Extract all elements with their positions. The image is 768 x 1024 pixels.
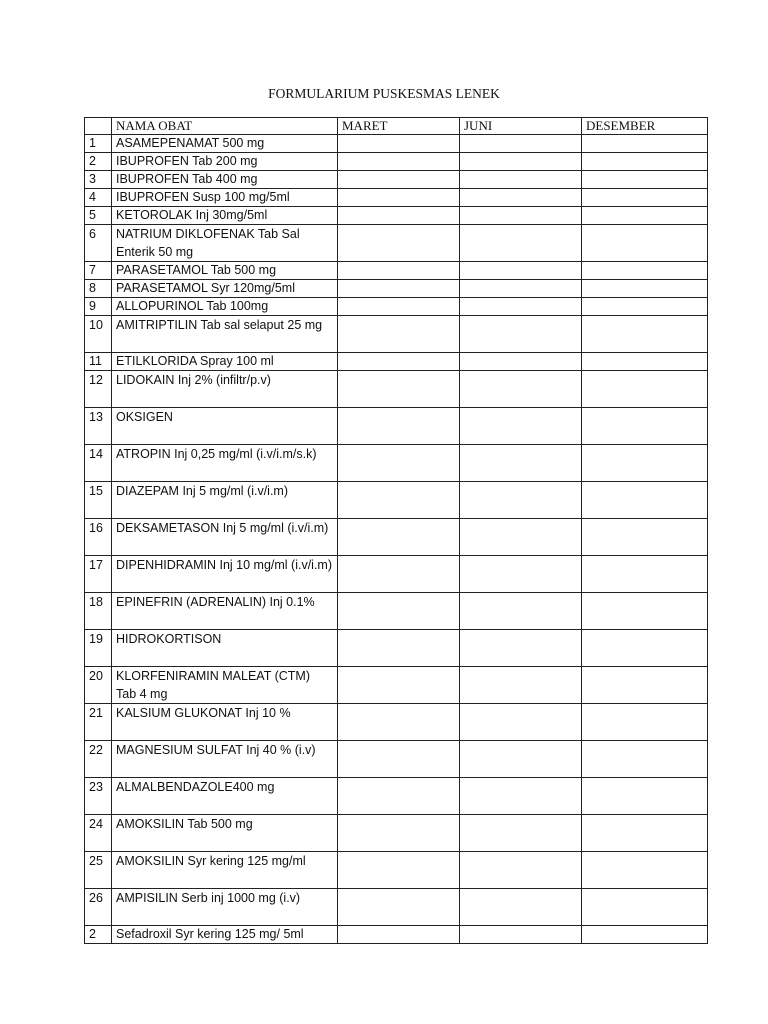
row-number: 23	[85, 778, 112, 815]
table-row	[85, 482, 708, 519]
cell-maret	[338, 630, 460, 667]
row-number: 24	[85, 815, 112, 852]
cell-maret	[338, 353, 460, 371]
cell-maret	[338, 926, 460, 944]
cell-desember	[582, 519, 708, 556]
drug-name: OKSIGEN	[112, 408, 338, 445]
cell-juni	[460, 815, 582, 852]
cell-juni	[460, 280, 582, 298]
drug-name: ASAMEPENAMAT 500 mg	[112, 135, 338, 153]
row-number: 12	[85, 371, 112, 408]
table-row	[85, 371, 708, 408]
cell-desember	[582, 815, 708, 852]
table-row	[85, 225, 708, 262]
header-drug-name: NAMA OBAT	[112, 118, 338, 135]
drug-name: NATRIUM DIKLOFENAK Tab Sal Enterik 50 mg	[112, 225, 338, 262]
cell-maret	[338, 482, 460, 519]
cell-desember	[582, 371, 708, 408]
header-maret: MARET	[338, 118, 460, 135]
drug-name: AMITRIPTILIN Tab sal selaput 25 mg	[112, 316, 338, 353]
table-row	[85, 353, 708, 371]
table-row	[85, 630, 708, 667]
cell-juni	[460, 852, 582, 889]
row-number: 4	[85, 189, 112, 207]
table-row	[85, 262, 708, 280]
cell-juni	[460, 889, 582, 926]
table-row	[85, 135, 708, 153]
drug-name: DIAZEPAM Inj 5 mg/ml (i.v/i.m)	[112, 482, 338, 519]
cell-juni	[460, 262, 582, 280]
cell-juni	[460, 225, 582, 262]
cell-maret	[338, 741, 460, 778]
row-number: 22	[85, 741, 112, 778]
cell-maret	[338, 171, 460, 189]
table-row	[85, 207, 708, 225]
cell-desember	[582, 482, 708, 519]
header-number	[85, 118, 112, 135]
row-number: 15	[85, 482, 112, 519]
table-row	[85, 778, 708, 815]
cell-desember	[582, 556, 708, 593]
cell-maret	[338, 316, 460, 353]
drug-name: ATROPIN Inj 0,25 mg/ml (i.v/i.m/s.k)	[112, 445, 338, 482]
cell-maret	[338, 519, 460, 556]
cell-desember	[582, 852, 708, 889]
row-number: 7	[85, 262, 112, 280]
cell-desember	[582, 171, 708, 189]
cell-juni	[460, 298, 582, 316]
row-number: 1	[85, 135, 112, 153]
table-row	[85, 704, 708, 741]
cell-maret	[338, 207, 460, 225]
row-number: 17	[85, 556, 112, 593]
cell-desember	[582, 408, 708, 445]
row-number: 20	[85, 667, 112, 704]
cell-desember	[582, 778, 708, 815]
row-number: 11	[85, 353, 112, 371]
drug-name: AMOKSILIN Tab 500 mg	[112, 815, 338, 852]
cell-juni	[460, 778, 582, 815]
row-number: 9	[85, 298, 112, 316]
cell-juni	[460, 171, 582, 189]
cell-maret	[338, 593, 460, 630]
table-row	[85, 519, 708, 556]
table-row	[85, 280, 708, 298]
cell-juni	[460, 926, 582, 944]
drug-name: ALMALBENDAZOLE400 mg	[112, 778, 338, 815]
row-number: 26	[85, 889, 112, 926]
row-number: 2	[85, 926, 112, 944]
cell-juni	[460, 593, 582, 630]
cell-desember	[582, 153, 708, 171]
cell-maret	[338, 298, 460, 316]
cell-juni	[460, 482, 582, 519]
row-number: 19	[85, 630, 112, 667]
table-row	[85, 741, 708, 778]
drug-name: HIDROKORTISON	[112, 630, 338, 667]
cell-desember	[582, 262, 708, 280]
table-row	[85, 556, 708, 593]
cell-juni	[460, 556, 582, 593]
table-row	[85, 926, 708, 944]
row-number: 5	[85, 207, 112, 225]
cell-juni	[460, 741, 582, 778]
formulary-table	[84, 117, 708, 944]
drug-name: Sefadroxil Syr kering 125 mg/ 5ml	[112, 926, 338, 944]
cell-maret	[338, 408, 460, 445]
table-row	[85, 667, 708, 704]
cell-desember	[582, 926, 708, 944]
cell-juni	[460, 667, 582, 704]
row-number: 18	[85, 593, 112, 630]
cell-maret	[338, 889, 460, 926]
drug-name: DEKSAMETASON Inj 5 mg/ml (i.v/i.m)	[112, 519, 338, 556]
cell-maret	[338, 371, 460, 408]
cell-maret	[338, 556, 460, 593]
table-row	[85, 852, 708, 889]
drug-name: KALSIUM GLUKONAT Inj 10 %	[112, 704, 338, 741]
drug-name: LIDOKAIN Inj 2% (infiltr/p.v)	[112, 371, 338, 408]
row-number: 13	[85, 408, 112, 445]
row-number: 2	[85, 153, 112, 171]
cell-desember	[582, 207, 708, 225]
cell-desember	[582, 280, 708, 298]
cell-maret	[338, 189, 460, 207]
cell-desember	[582, 704, 708, 741]
row-number: 6	[85, 225, 112, 262]
cell-desember	[582, 353, 708, 371]
cell-juni	[460, 353, 582, 371]
cell-desember	[582, 889, 708, 926]
cell-juni	[460, 408, 582, 445]
row-number: 16	[85, 519, 112, 556]
cell-desember	[582, 298, 708, 316]
cell-juni	[460, 316, 582, 353]
cell-maret	[338, 852, 460, 889]
drug-name: ALLOPURINOL Tab 100mg	[112, 298, 338, 316]
cell-maret	[338, 815, 460, 852]
drug-name: PARASETAMOL Syr 120mg/5ml	[112, 280, 338, 298]
cell-juni	[460, 371, 582, 408]
cell-juni	[460, 445, 582, 482]
cell-juni	[460, 135, 582, 153]
row-number: 8	[85, 280, 112, 298]
table-header-row	[85, 118, 708, 135]
cell-juni	[460, 519, 582, 556]
cell-juni	[460, 153, 582, 171]
row-number: 21	[85, 704, 112, 741]
header-desember: DESEMBER	[582, 118, 708, 135]
cell-maret	[338, 667, 460, 704]
table-row	[85, 316, 708, 353]
cell-desember	[582, 667, 708, 704]
drug-name: KETOROLAK Inj 30mg/5ml	[112, 207, 338, 225]
drug-name: IBUPROFEN Susp 100 mg/5ml	[112, 189, 338, 207]
row-number: 25	[85, 852, 112, 889]
cell-maret	[338, 280, 460, 298]
drug-name: PARASETAMOL Tab 500 mg	[112, 262, 338, 280]
cell-desember	[582, 630, 708, 667]
drug-name: IBUPROFEN Tab 400 mg	[112, 171, 338, 189]
drug-name: AMPISILIN Serb inj 1000 mg (i.v)	[112, 889, 338, 926]
cell-maret	[338, 262, 460, 280]
table-row	[85, 445, 708, 482]
drug-name: DIPENHIDRAMIN Inj 10 mg/ml (i.v/i.m)	[112, 556, 338, 593]
drug-name: EPINEFRIN (ADRENALIN) Inj 0.1%	[112, 593, 338, 630]
table-row	[85, 171, 708, 189]
cell-maret	[338, 153, 460, 171]
cell-desember	[582, 225, 708, 262]
drug-name: KLORFENIRAMIN MALEAT (CTM) Tab 4 mg	[112, 667, 338, 704]
cell-desember	[582, 741, 708, 778]
cell-maret	[338, 135, 460, 153]
cell-desember	[582, 445, 708, 482]
cell-desember	[582, 316, 708, 353]
row-number: 14	[85, 445, 112, 482]
drug-name: IBUPROFEN Tab 200 mg	[112, 153, 338, 171]
cell-maret	[338, 778, 460, 815]
cell-desember	[582, 189, 708, 207]
cell-desember	[582, 135, 708, 153]
cell-maret	[338, 445, 460, 482]
drug-name: ETILKLORIDA Spray 100 ml	[112, 353, 338, 371]
table-row	[85, 408, 708, 445]
drug-name: MAGNESIUM SULFAT Inj 40 % (i.v)	[112, 741, 338, 778]
cell-maret	[338, 225, 460, 262]
drug-name: AMOKSILIN Syr kering 125 mg/ml	[112, 852, 338, 889]
cell-maret	[338, 704, 460, 741]
table-row	[85, 593, 708, 630]
table-row	[85, 189, 708, 207]
cell-juni	[460, 704, 582, 741]
row-number: 3	[85, 171, 112, 189]
document-title: FORMULARIUM PUSKESMAS LENEK	[268, 86, 500, 101]
table-row	[85, 815, 708, 852]
cell-juni	[460, 630, 582, 667]
cell-desember	[582, 593, 708, 630]
header-juni: JUNI	[460, 118, 582, 135]
table-row	[85, 889, 708, 926]
table-row	[85, 298, 708, 316]
cell-juni	[460, 207, 582, 225]
table-row	[85, 153, 708, 171]
cell-juni	[460, 189, 582, 207]
row-number: 10	[85, 316, 112, 353]
